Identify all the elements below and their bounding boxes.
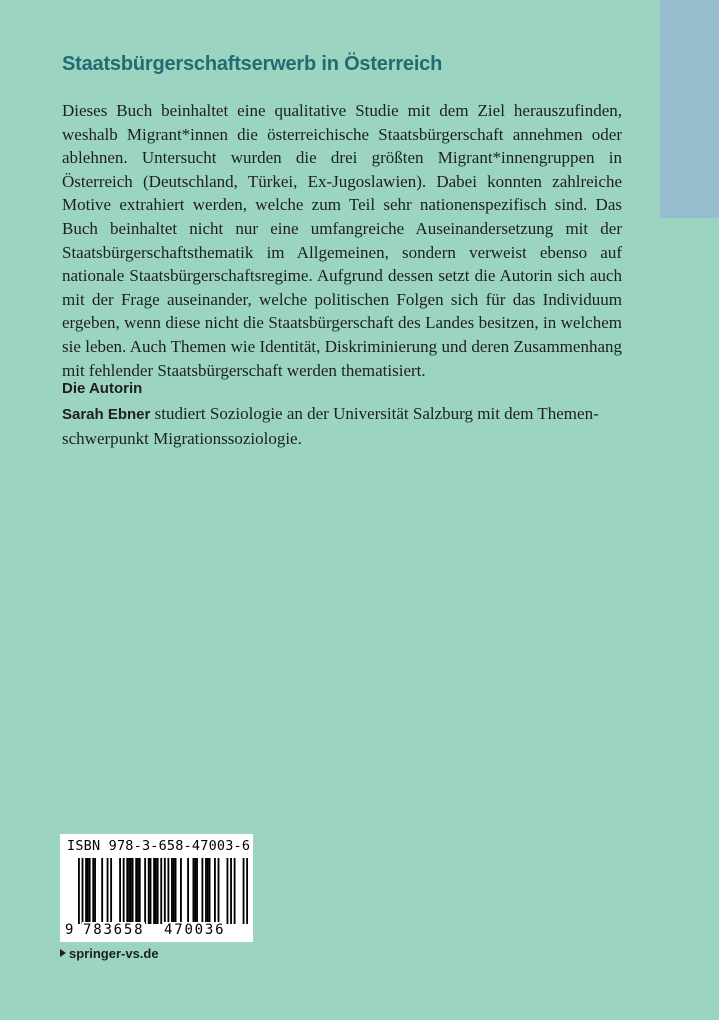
barcode-bar: [144, 858, 146, 924]
color-tab: [660, 0, 719, 218]
publisher-url: springer-vs.de: [69, 946, 159, 961]
author-heading: Die Autorin: [62, 380, 143, 397]
barcode-bar: [87, 858, 89, 924]
barcode-bar: [187, 858, 189, 924]
ean-digits-right: 470036: [164, 922, 226, 938]
barcode-bar: [227, 858, 229, 924]
barcode-bar: [175, 858, 177, 924]
barcode-bars: [78, 858, 248, 924]
barcode-bar: [89, 858, 91, 924]
barcode-bar: [234, 858, 236, 924]
barcode-bar: [173, 858, 175, 924]
publisher-link[interactable]: [60, 946, 159, 961]
book-title: Staatsbürgerschaftserwerb in Österreich: [62, 53, 443, 75]
barcode-bar: [230, 858, 232, 924]
barcode-bar: [107, 858, 109, 924]
barcode-bar: [130, 858, 132, 924]
barcode-bar: [157, 858, 159, 924]
book-description: Dieses Buch beinhaltet eine qualitative Studie mit dem Ziel herauszufinden, weshalb Migrant*innen die österreichische Staatsbürgerschaft annehmen oder ablehnen. Untersucht wurden die drei größten Migrant*innengruppen in Österreich (Deutschland, Türkei, Ex-Jugoslawien). Dabei konnten zahlreiche Motive extrahiert werden, welche zum Teil sehr nationenspezifisch sind. Das Buch beinhaltet nicht nur eine umfangreiche Auseinandersetzung mit der Staatsbürgerschaftsthematik im Allgemeinen, sondern verweist ebenso auf nationale Staatsbürgerschaftsregime. Aufgrund dessen setzt die Autorin sich auch mit der Frage auseinander, welche politischen Folgen sich für das Individuum ergeben, wenn diese nicht die Staatsbürgerschaft des Landes besitzen, in welchem sie leben. Auch Themen wie Identität, Diskriminierung und deren Zusammenhang mit fehlender Staatsbürgerschaft werden thematisiert.: [62, 101, 622, 380]
barcode-bar: [243, 858, 245, 924]
barcode-bar: [167, 858, 169, 924]
barcode-bar: [82, 858, 84, 924]
barcode-bar: [94, 858, 96, 924]
barcode-bar: [78, 858, 80, 924]
barcode-bar: [193, 858, 195, 924]
barcode-bar: [132, 858, 134, 924]
barcode-bar: [196, 858, 198, 924]
barcode-bar: [139, 858, 141, 924]
barcode-bar: [153, 858, 155, 924]
author-bio: [62, 402, 622, 451]
barcode-bar: [218, 858, 220, 924]
ean-digit-first: 9: [65, 922, 74, 938]
barcode-bar: [160, 858, 162, 924]
barcode-bar: [123, 858, 125, 924]
barcode-bar: [194, 858, 196, 924]
isbn-barcode: [60, 834, 253, 942]
barcode-bar: [214, 858, 216, 924]
barcode-bar: [164, 858, 166, 924]
barcode-bar: [205, 858, 207, 924]
barcode-bar: [128, 858, 130, 924]
barcode-bar: [85, 858, 87, 924]
barcode-bar: [110, 858, 112, 924]
ean-digits-left: 783658: [83, 922, 145, 938]
barcode-bar: [155, 858, 157, 924]
barcode-bar: [137, 858, 139, 924]
barcode-bar: [135, 858, 137, 924]
barcode-bar: [148, 858, 150, 924]
barcode-bar: [92, 858, 94, 924]
isbn-number: ISBN 978-3-658-47003-6: [67, 838, 251, 854]
author-bio-text: studiert Soziologie an der Universität Salzburg mit dem Themenschwerpunkt Migrationssoziologie.: [62, 404, 599, 448]
barcode-bar: [101, 858, 103, 924]
barcode-bar: [246, 858, 248, 924]
barcode-bar: [180, 858, 182, 924]
barcode-bar: [209, 858, 211, 924]
barcode-bar: [119, 858, 121, 924]
barcode-bar: [150, 858, 152, 924]
author-name: Sarah Ebner: [62, 406, 151, 423]
barcode-bar: [126, 858, 128, 924]
barcode-bar: [207, 858, 209, 924]
arrow-right-icon: [60, 949, 66, 957]
barcode-bar: [171, 858, 173, 924]
barcode-bar: [201, 858, 203, 924]
